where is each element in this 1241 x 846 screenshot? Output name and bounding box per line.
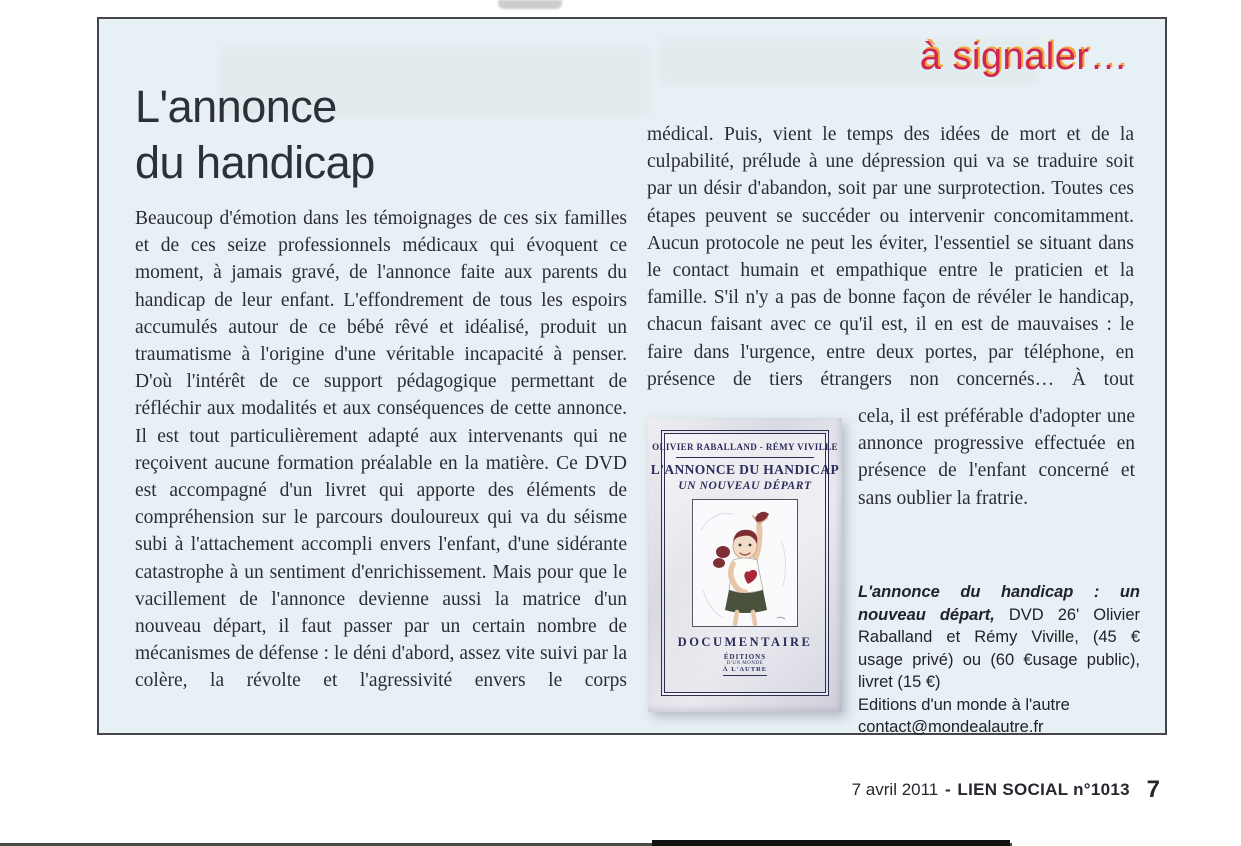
dvd-cover-divider xyxy=(676,457,814,458)
article-column-right-top: médical. Puis, vient le temps des idées de mort et de la culpabilité, prélude à une dépression qui va se traduire soit par un désir d'abandon, soit par une surprotection. Toutes ces étapes peuvent se succéder ou intervenir concomitamment. Aucun protocole ne peut les éviter, l'essentiel se situant dans le contact humain et empathique entre le praticien et la famille. S'il n'y a pas de bonne façon de révéler le handicap, chacun faisant avec ce qu'il est, il en est de mauvaises : le faire dans l'urgence, entre deux portes, par téléphone, en présence de tiers étrangers non concernés… À tout xyxy=(647,124,1134,390)
article-panel xyxy=(97,17,1167,735)
girl-illustration xyxy=(693,500,797,626)
article-column-left: Beaucoup d'émotion dans les témoignages de ces six familles et de ces seize professionnels médicaux qui évoquent ce moment, à jamais gravé, de l'annonce faite aux parents du handicap de leur enfant. L'effondrement de tous les espoirs accumulés autour de ce bébé rêvé et idéalisé, produit un traumatisme à l'origine d'une véritable incapacité à penser. D'où l'intérêt de ce support pédagogique permettant de réfléchir aux modalités et aux conséquences de cette annonce. Il est tout particulièrement adapté aux intervenants qui ne reçoivent aucune formation préalable en la matière. Ce DVD est accompagné d'un livret qui apporte des éléments de compréhension sur le parcours douloureux qui va du séisme subi à l'attachement accompli envers l'enfant, d'une sidérante catastrophe à un sentiment d'enrichissement. Mais pour que le vacillement de l'annonce devienne aussi la matrice d'un nouveau départ, il faut passer par un certain nombre de mécanismes de défense : le déni d'abord, assez vite suivi par la colère, la révolte et l'agressivité envers le corps xyxy=(135,208,627,692)
product-info-box xyxy=(858,581,1140,739)
dvd-cover-frame xyxy=(650,430,840,696)
dvd-cover xyxy=(648,418,842,712)
product-details: DVD 26' Olivier Raballand et Rémy Viville, (45 € usage privé) ou (60 €usage public), livret (15 €) xyxy=(858,605,1140,691)
product-publisher: Editions d'un monde à l'autre xyxy=(858,695,1070,714)
dvd-cover-title: L'ANNONCE DU HANDICAP xyxy=(650,462,840,477)
article-title xyxy=(135,79,375,191)
dvd-cover-subtitle: UN NOUVEAU DÉPART xyxy=(678,480,812,492)
article-column-right-wrap: cela, il est préférable d'adopter une annonce progressive effectuée en présence de l'enfant concerné et sans oublier la fratrie. xyxy=(858,406,1135,509)
dvd-cover-authors: OLIVIER RABALLAND - RÉMY VIVILLE xyxy=(652,442,838,452)
footer-date: 7 avril 2011 xyxy=(851,780,939,799)
footer-magazine-title: LIEN SOCIAL n°1013 xyxy=(957,780,1130,799)
scan-artifact-bottom-bar xyxy=(652,840,1010,846)
publisher-logo-line3: À L'AUTRE xyxy=(722,665,768,673)
article-title-line1: L'annonce xyxy=(135,81,337,132)
scan-artifact-top xyxy=(498,0,562,9)
publisher-logo-line2: D'UN MONDE xyxy=(726,661,764,667)
publisher-logo-line1: ÉDITIONS xyxy=(723,653,767,661)
footer-page-number: 7 xyxy=(1146,776,1160,803)
dvd-cover-illustration-box xyxy=(692,499,798,627)
product-contact-email: contact@mondealautre.fr xyxy=(858,718,1044,736)
section-label: à signaler… xyxy=(919,36,1128,78)
product-title: L'annonce du handicap : un nouveau départ, xyxy=(858,583,1140,624)
dvd-cover-genre: DOCUMENTAIRE xyxy=(677,635,813,649)
page-footer xyxy=(97,776,1160,804)
footer-dash: - xyxy=(945,780,951,799)
publisher-logo xyxy=(723,654,767,676)
article-title-line2: du handicap xyxy=(135,137,375,188)
